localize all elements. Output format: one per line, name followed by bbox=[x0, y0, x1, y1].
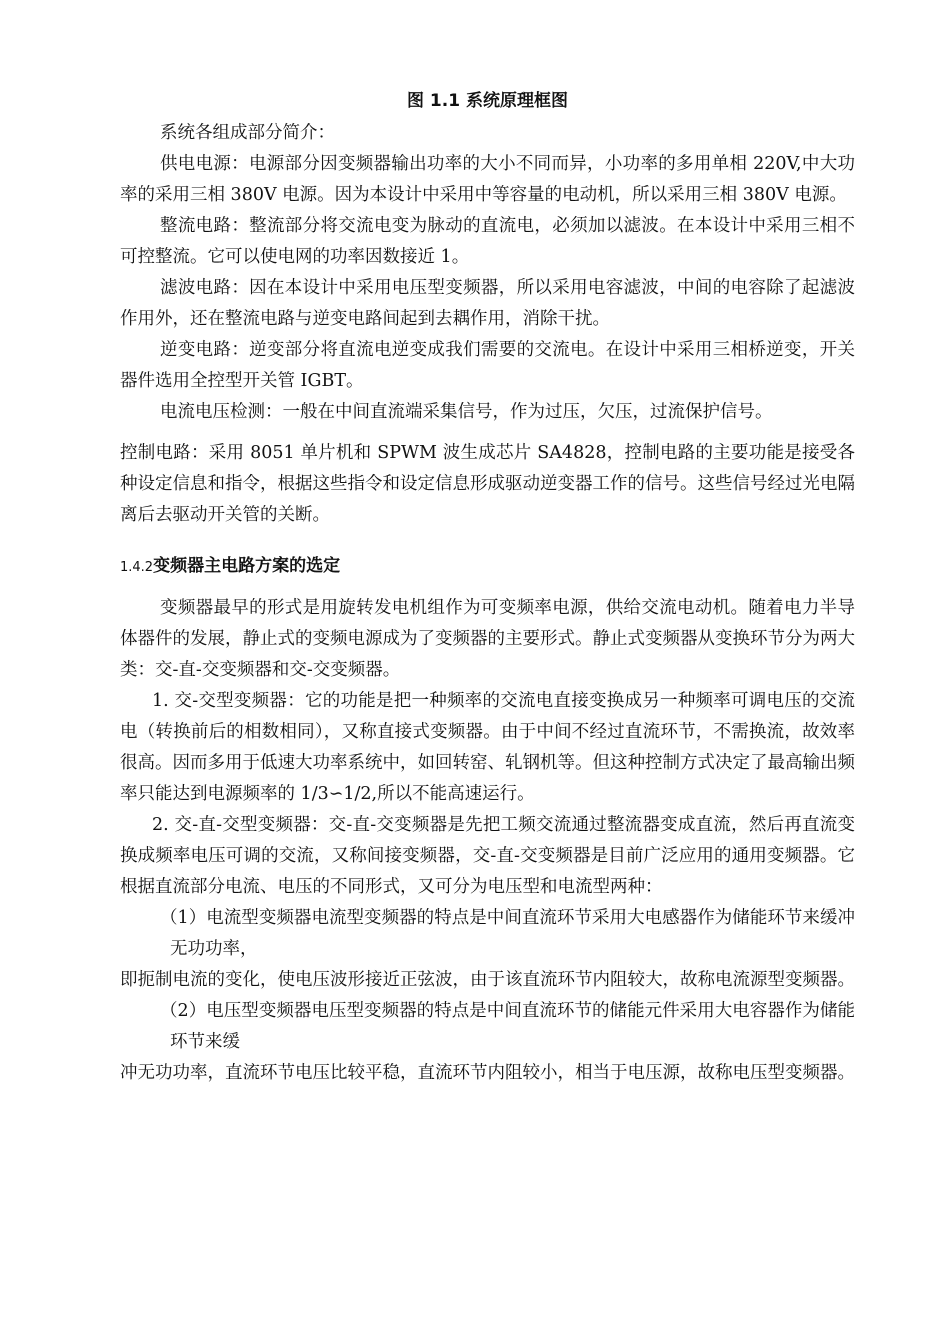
document-page bbox=[120, 88, 855, 1089]
section-number: 1.4.2 bbox=[120, 560, 154, 575]
intro-paragraph: 系统各组成部分简介： bbox=[160, 123, 335, 143]
power-supply-paragraph: 供电电源：电源部分因变频器输出功率的大小不同而异，小功率的多用单相 220V,中大功率的采用三相 380V 电源。因为本设计中采用中等容量的电动机，所以采用三相 380V 电源。 bbox=[120, 154, 855, 205]
detection-paragraph: 电流电压检测：一般在中间直流端采集信号，作为过压，欠压，过流保护信号。 bbox=[160, 402, 773, 422]
rectifier-paragraph: 整流电路：整流部分将交流电变为脉动的直流电，必须加以滤波。在本设计中采用三相不可控整流。它可以使电网的功率因数接近 1。 bbox=[120, 216, 855, 267]
filter-paragraph: 滤波电路：因在本设计中采用电压型变频器，所以采用电容滤波，中间的电容除了起滤波作用外，还在整流电路与逆变电路间起到去耦作用，消除干扰。 bbox=[120, 278, 855, 329]
section-title: 变频器主电路方案的选定 bbox=[153, 556, 341, 576]
figure-caption: 图 1.1 系统原理框图 bbox=[407, 91, 568, 111]
voltage-type-item: （2）电压型变频器电压型变频器的特点是中间直流环节的储能元件采用大电容器作为储能环节来缓 bbox=[160, 1001, 855, 1052]
voltage-type-continuation: 冲无功功率，直流环节电压比较平稳，直流环节内阻较小，相当于电压源，故称电压型变频器。 bbox=[120, 1063, 855, 1083]
section-paragraph-1: 变频器最早的形式是用旋转发电机组作为可变频率电源，供给交流电动机。随着电力半导体器件的发展，静止式的变频电源成为了变频器的主要形式。静止式变频器从变换环节分为两大类：交-直-交变频器和交-交变频器。 bbox=[120, 598, 855, 680]
inverter-paragraph: 逆变电路：逆变部分将直流电逆变成我们需要的交流电。在设计中采用三相桥逆变，开关器件选用全控型开关管 IGBT。 bbox=[120, 340, 855, 391]
section-heading bbox=[120, 553, 855, 581]
ac-dc-ac-converter-paragraph: 2. 交-直-交型变频器：交-直-交变频器是先把工频交流通过整流器变成直流，然后再直流变换成频率电压可调的交流，又称间接变频器，交-直-交变频器是目前广泛应用的通用变频器。它根据直流部分电流、电压的不同形式，又可分为电压型和电流型两种： bbox=[120, 815, 855, 897]
ac-ac-converter-paragraph: 1. 交-交型变频器：它的功能是把一种频率的交流电直接变换成另一种频率可调电压的交流电（转换前后的相数相同），又称直接式变频器。由于中间不经过直流环节，不需换流，故效率很高。因而多用于低速大功率系统中，如回转窑、轧钢机等。但这种控制方式决定了最高输出频率只能达到电源频率的 1/3∽1/2,所以不能高速运行。 bbox=[120, 691, 855, 804]
current-type-item: （1）电流型变频器电流型变频器的特点是中间直流环节采用大电感器作为储能环节来缓冲无功功率， bbox=[160, 908, 855, 959]
current-type-continuation: 即扼制电流的变化，使电压波形接近正弦波，由于该直流环节内阻较大，故称电流源型变频器。 bbox=[120, 970, 855, 990]
control-circuit-paragraph: 控制电路：采用 8051 单片机和 SPWM 波生成芯片 SA4828，控制电路的主要功能是接受各种设定信息和指令，根据这些指令和设定信息形成驱动逆变器工作的信号。这些信号经过光电隔离后去驱动开关管的关断。 bbox=[120, 443, 855, 525]
